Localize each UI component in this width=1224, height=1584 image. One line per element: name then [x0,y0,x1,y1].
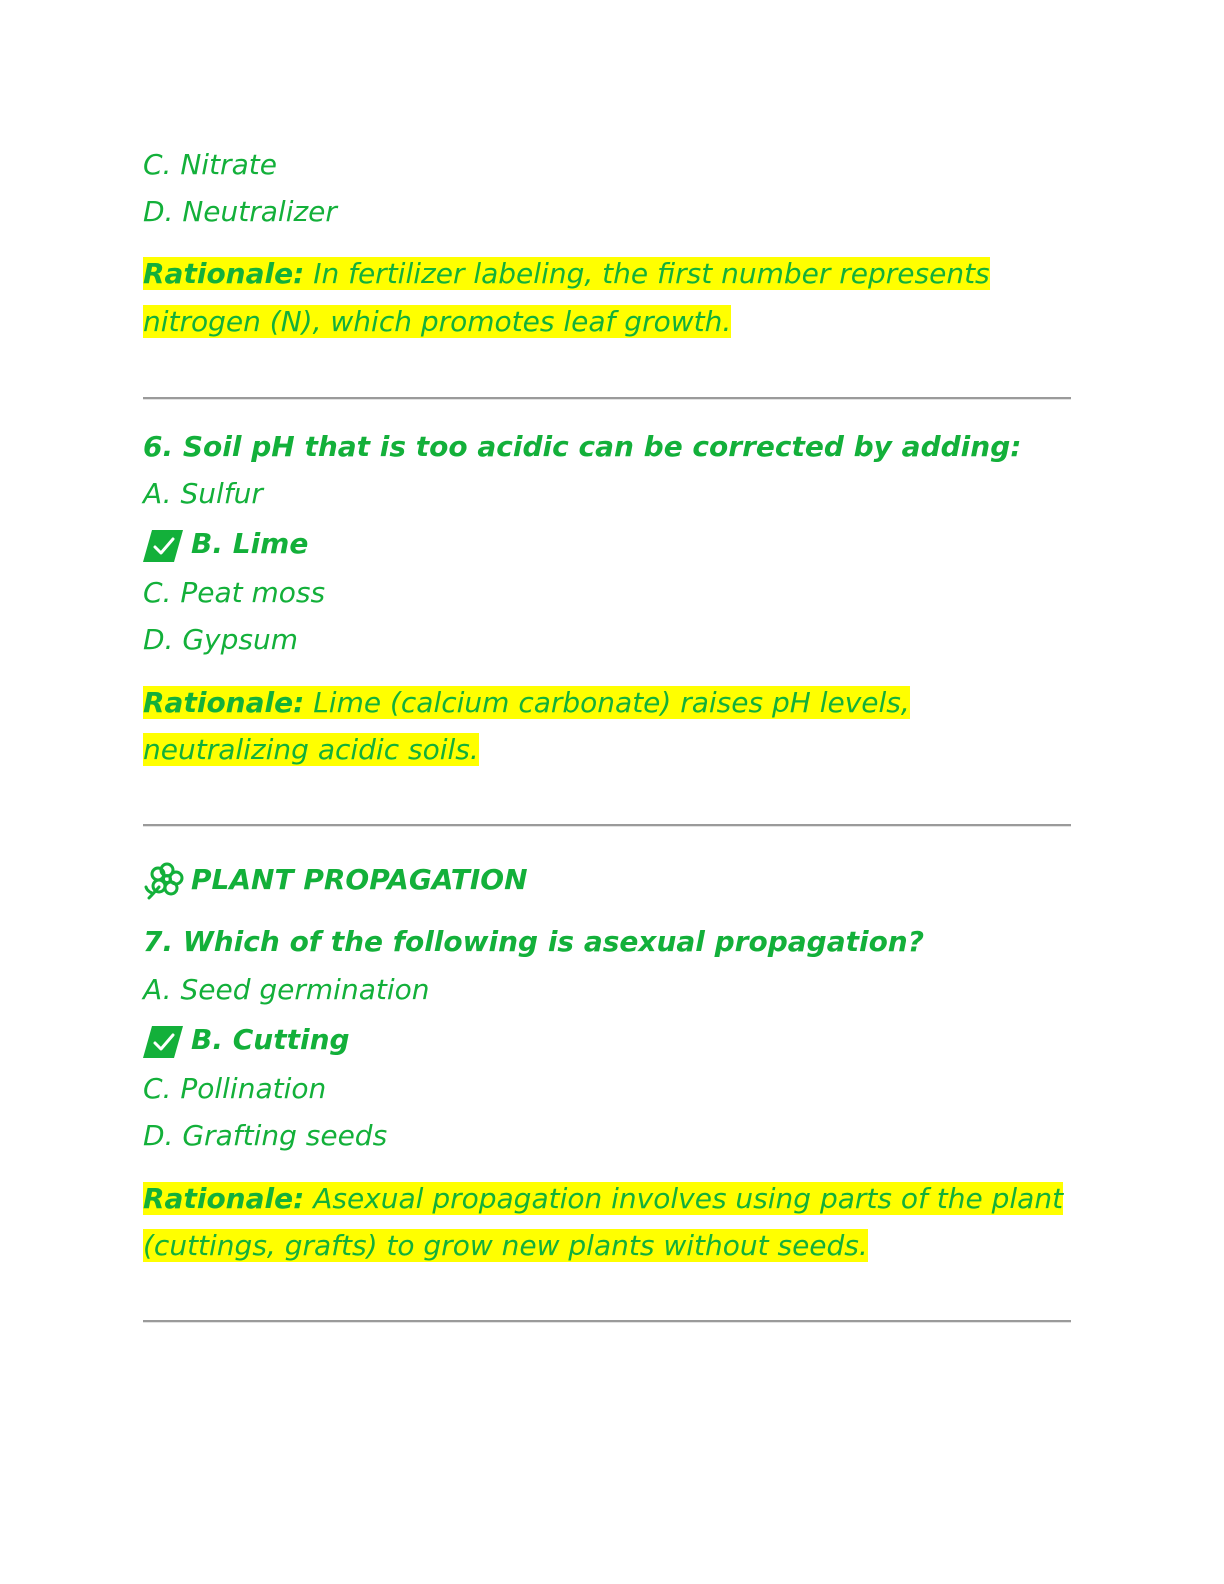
q6-rationale-line1 [143,685,910,721]
divider [143,397,1071,400]
q6-option-c: C. Peat moss [143,576,326,609]
q6-option-a: A. Sulfur [143,477,263,510]
section-heading [143,862,528,901]
q5-rationale-line2 [143,304,731,340]
check-mark-icon [143,528,183,564]
q6-rationale-line2 [143,732,479,768]
q5-rationale-text1: In fertilizer labeling, the first number represents [304,257,990,290]
q7-option-b-label: B. Cutting [191,1023,350,1056]
q7-option-d: D. Grafting seeds [143,1119,388,1152]
check-mark-icon [143,1024,183,1060]
q5-rationale-text2: nitrogen (N), which promotes leaf growth. [143,305,732,338]
q6-option-b-label: B. Lime [191,527,309,560]
q5-rationale-line1 [143,256,990,292]
q6-question: 6. Soil pH that is too acidic can be corrected by adding: [143,430,1022,463]
q7-option-c: C. Pollination [143,1072,327,1105]
q5-option-d: D. Neutralizer [143,195,337,228]
q7-rationale-text1: Asexual propagation involves using parts of the plant [304,1182,1064,1215]
q6-option-b-correct [143,526,308,564]
divider [143,1320,1071,1323]
q7-option-b-correct [143,1022,350,1060]
divider [143,824,1071,827]
q7-rationale-text2: (cuttings, grafts) to grow new plants without seeds. [143,1229,868,1262]
q7-option-a: A. Seed germination [143,973,430,1006]
q6-rationale-text1: Lime (calcium carbonate) raises pH levels, [304,686,910,719]
q5-option-c: C. Nitrate [143,148,277,181]
plant-icon [143,861,185,901]
q6-option-d: D. Gypsum [143,623,299,656]
q6-rationale-text2: neutralizing acidic soils. [143,733,479,766]
q7-rationale-line1 [143,1181,1063,1217]
section-title: PLANT PROPAGATION [191,863,528,896]
q7-rationale-line2 [143,1228,868,1264]
q5-rationale-label: Rationale: [143,257,305,290]
q7-question: 7. Which of the following is asexual propagation? [143,925,924,958]
q7-rationale-label: Rationale: [143,1182,305,1215]
q6-rationale-label: Rationale: [143,686,305,719]
